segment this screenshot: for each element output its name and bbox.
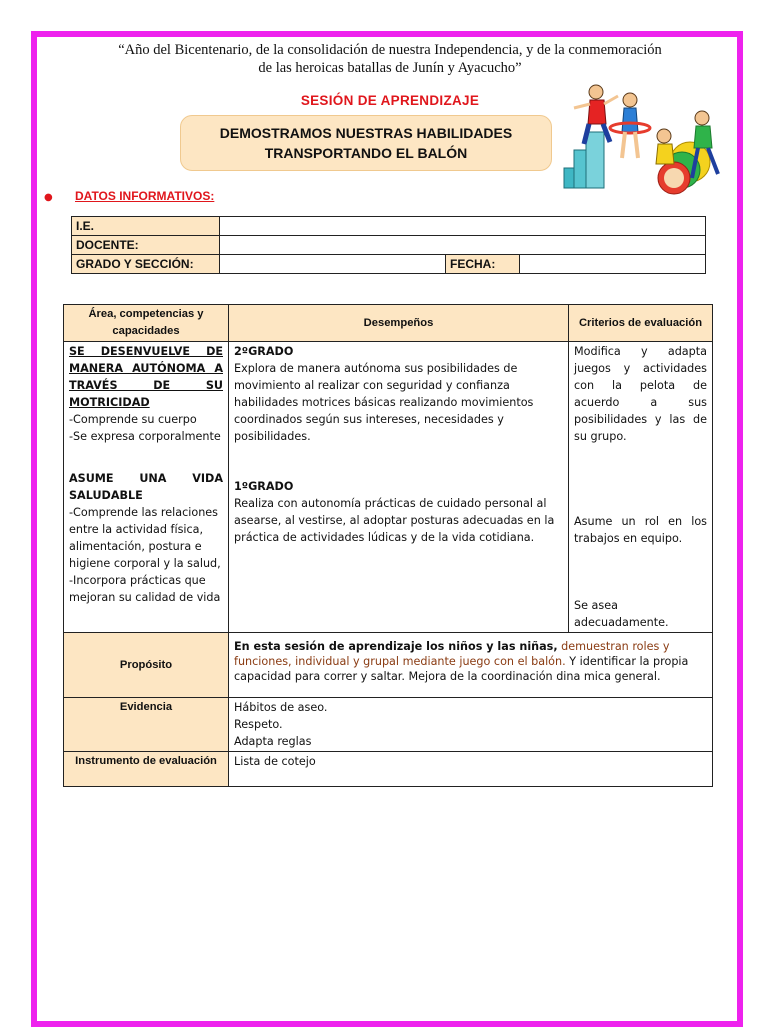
instrumento-label: Instrumento de evaluación [64, 752, 229, 787]
quote-line-1: “Año del Bicentenario, de la consolidación de nuestra Independencia, y de la conmemoración [118, 42, 662, 58]
competencia-1-cap-1: -Comprende su cuerpo [69, 413, 197, 426]
competencias-row [64, 342, 713, 633]
competencia-2-title: ASUME UNA VIDA SALUDABLE [69, 472, 223, 502]
header-criterios: Criterios de evaluación [569, 305, 713, 342]
proposito-label: Propósito [64, 633, 229, 698]
datos-informativos-heading: DATOS INFORMATIVOS: [75, 189, 215, 203]
bullet-icon: ● [44, 192, 53, 203]
competencia-2-cap-1: -Comprende las relaciones entre la actividad física, alimentación, postura e higiene corporal y la salud, [69, 506, 221, 570]
competencia-1-title: SE DESENVUELVE DE MANERA AUTÓNOMA A TRAVÉS DE SU MOTRICIDAD [69, 345, 223, 409]
fecha-value[interactable] [520, 255, 706, 274]
criterio-2: Asume un rol en los trabajos en equipo. [574, 515, 707, 545]
quote-line-2: de las heroicas batallas de Junín y Ayacucho” [258, 60, 522, 76]
desempeno-1-text: Explora de manera autónoma sus posibilidades de movimiento al realizar con seguridad y confianza habilidades motrices básicas realizando movimientos coordinados según sus intereses, necesidades y posibilidades. [234, 362, 534, 443]
desempenos-cell [229, 342, 569, 633]
title-line-1: DEMOSTRAMOS NUESTRAS HABILIDADES [219, 125, 513, 141]
header-area: Área, competencias y capacidades [64, 305, 229, 342]
evidencia-item: Hábitos de aseo. [234, 701, 328, 714]
header-quote [60, 41, 720, 77]
evidencia-label: Evidencia [64, 698, 229, 752]
ie-label: I.E. [72, 217, 220, 236]
criterios-cell [569, 342, 713, 633]
evidencia-row [64, 698, 713, 752]
fecha-label: FECHA: [446, 255, 520, 274]
evidencia-item: Respeto. [234, 718, 283, 731]
children-playing-illustration [562, 78, 722, 206]
session-table [63, 304, 713, 787]
criterio-3: Se asea adecuadamente. [574, 599, 669, 629]
desempeno-1-grade: 2ºGRADO [234, 345, 294, 358]
docente-label: DOCENTE: [72, 236, 220, 255]
grado-value[interactable] [220, 255, 446, 274]
proposito-rest-text: Y identificar la propia capacidad para correr y saltar. Mejora de la coordinación dina mica general. [234, 655, 689, 683]
info-row-docente [72, 236, 706, 255]
evidencia-cell [229, 698, 713, 752]
instrumento-row [64, 752, 713, 787]
desempeno-2-text: Realiza con autonomía prácticas de cuidado personal al asearse, al vestirse, al adoptar posturas adecuadas en la práctica de actividades lúdicas y de la vida cotidiana. [234, 497, 555, 544]
info-row-grado [72, 255, 706, 274]
competencia-1-cap-2: -Se expresa corporalmente [69, 430, 221, 443]
area-cell [64, 342, 229, 633]
header-row [64, 305, 713, 342]
ie-value[interactable] [220, 217, 706, 236]
competencia-2-cap-2: -Incorpora prácticas que mejoran su calidad de vida [69, 574, 221, 604]
proposito-brown-text: demuestran roles y funciones, individual y grupal mediante juego con el balón. [234, 640, 670, 668]
info-table [71, 216, 706, 274]
session-title: SESIÓN DE APRENDIZAJE [300, 93, 480, 108]
instrumento-value: Lista de cotejo [229, 752, 713, 787]
grado-label: GRADO Y SECCIÓN: [72, 255, 220, 274]
title-line-2: TRANSPORTANDO EL BALÓN [264, 145, 468, 161]
criterio-1: Modifica y adapta juegos y actividades con la pelota de acuerdo a sus posibilidades y las de su grupo. [574, 345, 707, 443]
evidencia-item: Adapta reglas [234, 735, 312, 748]
session-title-box [180, 115, 552, 171]
desempeno-2-grade: 1ºGRADO [234, 480, 294, 493]
header-desempenos: Desempeños [229, 305, 569, 342]
proposito-row [64, 633, 713, 698]
proposito-cell [229, 633, 713, 698]
info-row-ie [72, 217, 706, 236]
docente-value[interactable] [220, 236, 706, 255]
proposito-bold-text: En esta sesión de aprendizaje los niños y las niñas, [234, 640, 558, 653]
